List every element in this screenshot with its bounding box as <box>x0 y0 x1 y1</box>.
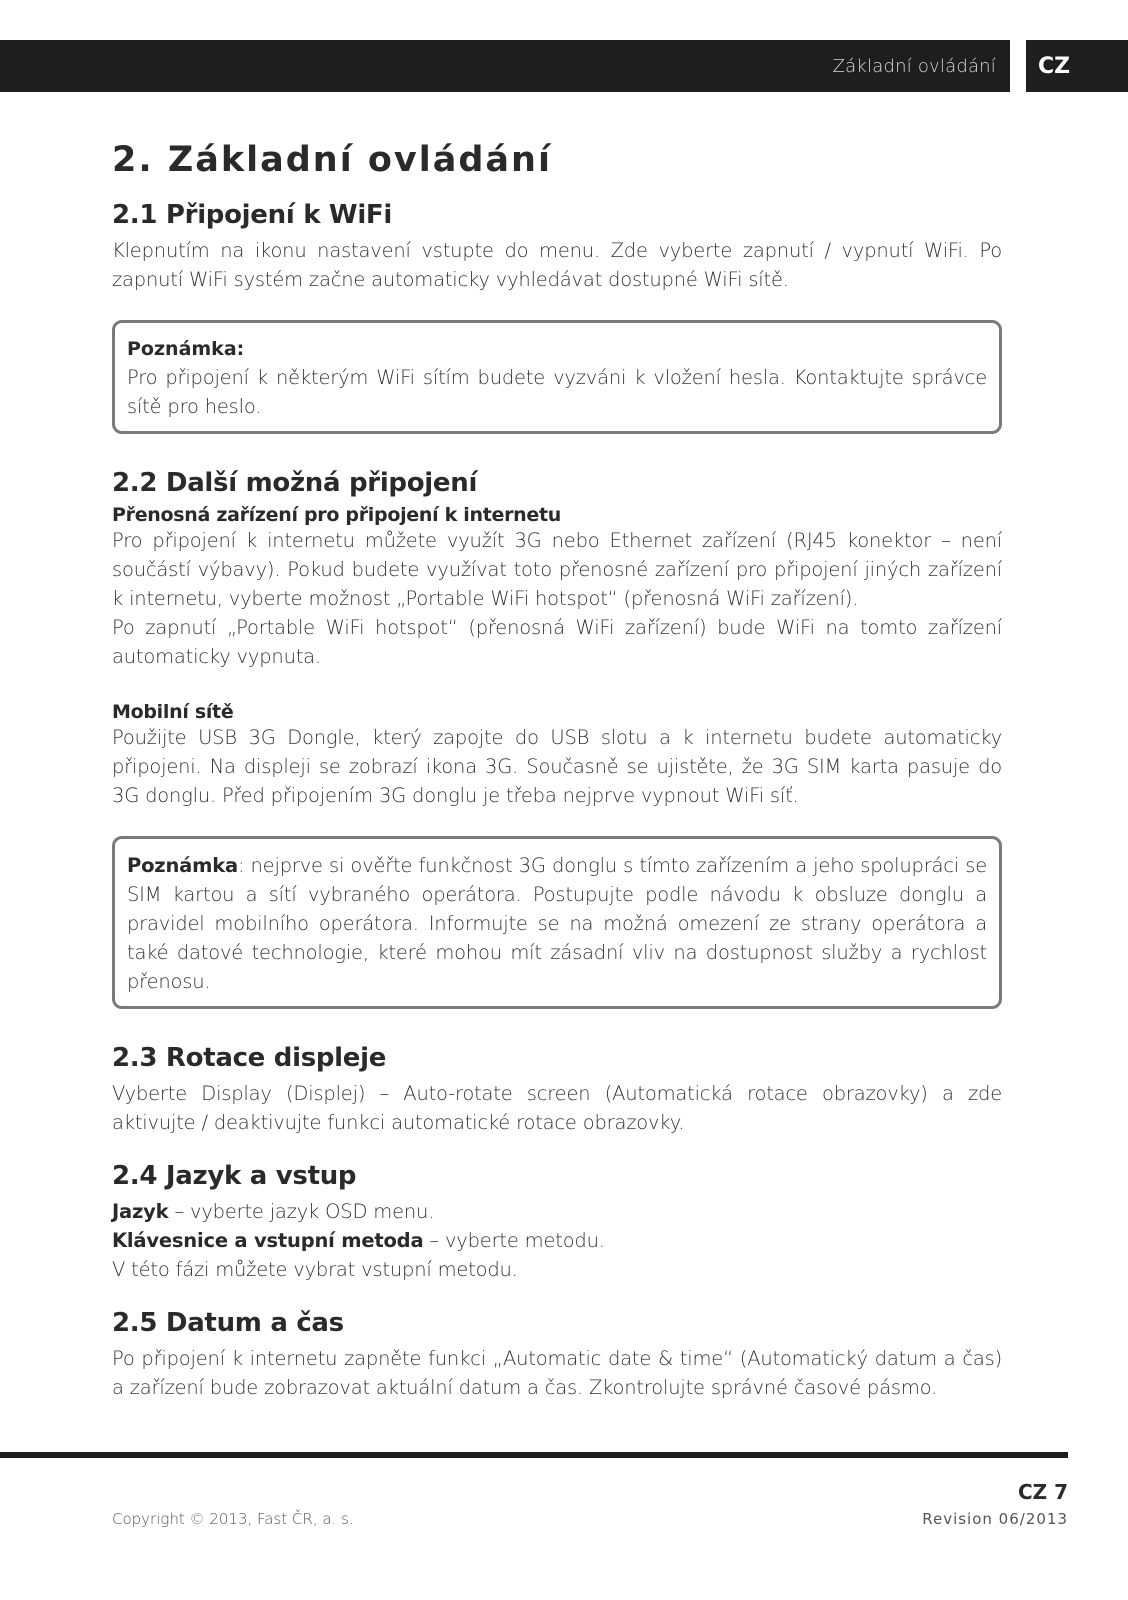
section-title: 2.5 Datum a čas <box>112 1308 344 1338</box>
paragraph: Vyberte Display (Displej) – Auto-rotate screen (Automatická rotace obrazovky) a zde aktivujte / deaktivujte funkci automatické rotace obrazovky. <box>112 1082 1002 1134</box>
note-text <box>127 851 987 996</box>
note-body: : nejprve si ověřte funkčnost 3G donglu s tímto zařízením a jeho spolupráci se SIM kartou a sítí vybraného operátora. Postupujte podle návodu k obsluze donglu a pravidel mobilního operátora. Informujte se na možná omezení ze strany operátora a také datové technologie, které mohou mít zásadní vliv na dostupnost služby a rychlost přenosu. <box>127 854 987 993</box>
language-badge: CZ <box>1026 40 1128 92</box>
section-other-connections <box>112 468 1002 1009</box>
paragraph: Použijte USB 3G Dongle, který zapojte do USB slotu a k internetu budete automaticky připojeni. Na displeji se zobrazí ikona 3G. Současně se ujistěte, že 3G SIM karta pasuje do 3G donglu. Před připojením 3G donglu je třeba nejprve vypnout WiFi síť. <box>112 726 1002 807</box>
page-number: CZ 7 <box>1017 1480 1068 1504</box>
note-label: Poznámka: <box>127 338 245 360</box>
section-title: 2.2 Další možná připojení <box>112 468 478 498</box>
term-description: – vyberte metodu. <box>423 1229 605 1252</box>
term: Jazyk <box>112 1200 169 1223</box>
revision: Revision 06/2013 <box>922 1510 1068 1528</box>
term: Klávesnice a vstupní metoda <box>112 1229 424 1252</box>
page-content <box>112 140 1002 1426</box>
subsection-title: Přenosná zařízení pro připojení k internetu <box>112 504 561 526</box>
paragraph: Po připojení k internetu zapněte funkci „Automatic date & time“ (Automatický datum a čas) a zařízení bude zobrazovat aktuální datum a čas. Zkontrolujte správné časové pásmo. <box>112 1347 1002 1399</box>
paragraph <box>112 1197 1002 1226</box>
term-description: – vyberte jazyk OSD menu. <box>168 1200 435 1223</box>
paragraph: Pro připojení k internetu můžete využít 3G nebo Ethernet zařízení (RJ45 konektor – není součástí výbavy). Pokud budete využívat toto přenosné zařízení pro připojení jiných zařízení k internetu, vyberte možnost „Portable WiFi hotspot“ (přenosná WiFi zařízení). <box>112 529 1002 610</box>
note-box <box>112 836 1002 1009</box>
paragraph <box>112 1226 1002 1255</box>
footer-rule <box>0 1452 1068 1458</box>
section-title: 2.4 Jazyk a vstup <box>112 1161 357 1191</box>
paragraph: V této fázi můžete vybrat vstupní metodu. <box>112 1258 518 1281</box>
note-text: Pro připojení k některým WiFi sítím budete vyzváni k vložení hesla. Kontaktujte správce sítě pro heslo. <box>127 366 987 418</box>
note-box <box>112 320 1002 434</box>
header-title: Základní ovládání <box>832 56 996 77</box>
header-bar <box>0 40 1010 92</box>
paragraph: Po zapnutí „Portable WiFi hotspot“ (přenosná WiFi zařízení) bude WiFi na tomto zařízení automaticky vypnuta. <box>112 616 1002 668</box>
paragraph: Klepnutím na ikonu nastavení vstupte do menu. Zde vyberte zapnutí / vypnutí WiFi. Po zapnutí WiFi systém začne automaticky vyhledávat dostupné WiFi sítě. <box>112 239 1002 291</box>
section-title: 2.1 Připojení k WiFi <box>112 200 393 230</box>
subsection-title: Mobilní sítě <box>112 701 234 723</box>
note-label: Poznámka <box>127 854 238 877</box>
section-display-rotation <box>112 1043 1002 1137</box>
copyright: Copyright © 2013, Fast ČR, a. s. <box>112 1510 354 1528</box>
section-language-input <box>112 1161 1002 1284</box>
chapter-title: 2. Základní ovládání <box>112 140 552 180</box>
section-title: 2.3 Rotace displeje <box>112 1043 387 1073</box>
section-date-time <box>112 1308 1002 1402</box>
section-wifi <box>112 200 1002 434</box>
